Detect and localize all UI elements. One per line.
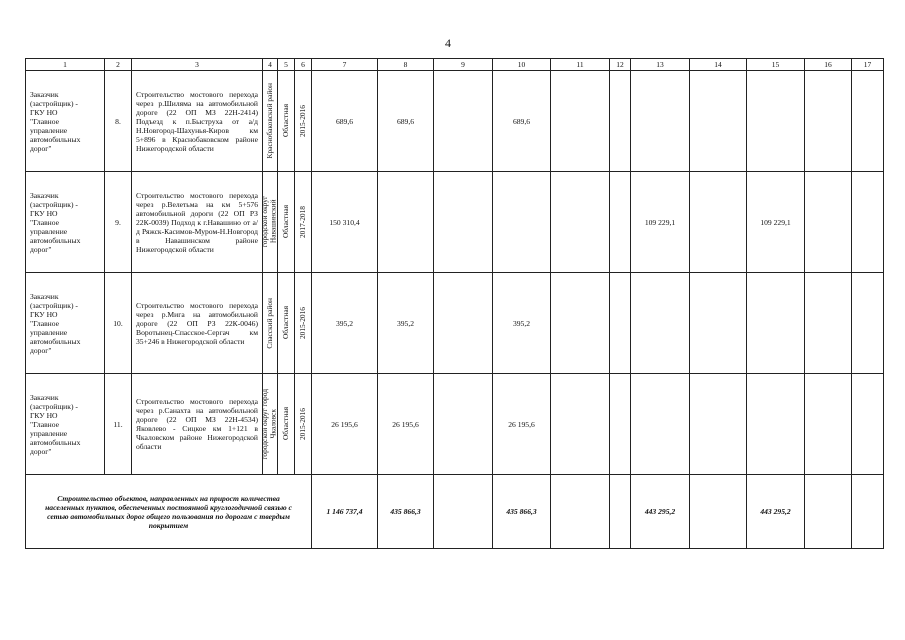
table-row xyxy=(26,71,884,172)
total-value-cell-c8: 435 866,3 xyxy=(378,475,434,549)
description-cell: Строительство мостового перехода через р.Велетьма на км 5+576 автомобильной дороги (22 ОП РЗ 22К-0039) Подход к г.Навашино от а/д Ряжск-Касимов-Муром-Н.Новгород в Навашинском районе Нижегородской области xyxy=(132,172,263,273)
value-cell-c9 xyxy=(434,273,493,374)
column-number-cell: 7 xyxy=(312,59,378,71)
district-cell-text: городской округ Навашинский xyxy=(260,196,278,248)
level-cell xyxy=(278,172,295,273)
total-value-cell-c14 xyxy=(690,475,747,549)
period-cell-wrap xyxy=(295,273,311,373)
value-cell-c16 xyxy=(805,71,852,172)
value-cell-c14 xyxy=(690,71,747,172)
period-cell xyxy=(295,172,312,273)
level-cell-wrap xyxy=(278,273,294,373)
total-value-cell-c10: 435 866,3 xyxy=(493,475,551,549)
row-number-cell: 9. xyxy=(105,172,132,273)
level-cell xyxy=(278,374,295,475)
total-value-cell-c13: 443 295,2 xyxy=(631,475,690,549)
value-cell-c10 xyxy=(493,172,551,273)
value-cell-c14 xyxy=(690,172,747,273)
value-cell-c17 xyxy=(852,172,884,273)
total-value-cell-c15: 443 295,2 xyxy=(747,475,805,549)
value-cell-c9 xyxy=(434,374,493,475)
page-number: 4 xyxy=(445,36,451,50)
value-cell-c16 xyxy=(805,273,852,374)
district-cell-text: Спасский район xyxy=(264,297,274,349)
period-cell-wrap xyxy=(295,172,311,272)
row-number-cell: 8. xyxy=(105,71,132,172)
value-cell-c15 xyxy=(747,273,805,374)
column-number-cell: 9 xyxy=(434,59,493,71)
column-number-cell: 13 xyxy=(631,59,690,71)
level-cell-wrap xyxy=(278,374,294,474)
table-row xyxy=(26,172,884,273)
column-number-cell: 14 xyxy=(690,59,747,71)
period-cell-text: 2015-2016 xyxy=(297,306,307,340)
value-cell-c15 xyxy=(747,71,805,172)
column-number-cell: 3 xyxy=(132,59,263,71)
column-number-cell: 17 xyxy=(852,59,884,71)
customer-cell: Заказчик (застройщик) - ГКУ НО "Главное управление автомобильных дорог" xyxy=(26,374,105,475)
level-cell-text: Областная xyxy=(280,205,290,239)
level-cell-text: Областная xyxy=(280,407,290,441)
district-cell-wrap xyxy=(260,172,278,272)
value-cell-c13 xyxy=(631,71,690,172)
value-cell-c7: 150 310,4 xyxy=(312,172,378,273)
description-cell: Строительство мостового перехода через р.Мига на автомобильной дороге (22 ОП РЗ 22К-0046) Воротынец-Спасское-Сергач км 35+246 в Нижегородской области xyxy=(132,273,263,374)
value-cell-c11 xyxy=(551,374,610,475)
value-cell-c13: 109 229,1 xyxy=(631,172,690,273)
total-value-cell-c11 xyxy=(551,475,610,549)
value-cell-c17 xyxy=(852,273,884,374)
row-number-cell: 10. xyxy=(105,273,132,374)
column-number-cell: 15 xyxy=(747,59,805,71)
period-cell xyxy=(295,71,312,172)
period-cell xyxy=(295,374,312,475)
value-cell-c16 xyxy=(805,172,852,273)
value-cell-c16 xyxy=(805,374,852,475)
customer-cell: Заказчик (застройщик) - ГКУ НО "Главное управление автомобильных дорог" xyxy=(26,172,105,273)
period-cell xyxy=(295,273,312,374)
column-number-cell: 16 xyxy=(805,59,852,71)
column-number-cell: 10 xyxy=(493,59,551,71)
period-cell-text: 2015-2016 xyxy=(297,407,307,441)
period-cell-text: 2017-2018 xyxy=(297,205,307,239)
value-cell-c9 xyxy=(434,71,493,172)
column-number-cell: 2 xyxy=(105,59,132,71)
column-number-cell: 12 xyxy=(610,59,631,71)
value-cell-c12 xyxy=(610,71,631,172)
level-cell xyxy=(278,273,295,374)
value-cell-c12 xyxy=(610,172,631,273)
value-cell-c11 xyxy=(551,273,610,374)
value-cell-c8: 689,6 xyxy=(378,71,434,172)
district-cell xyxy=(263,273,278,374)
investment-table xyxy=(25,58,884,549)
total-value-cell-c9 xyxy=(434,475,493,549)
table-row xyxy=(26,273,884,374)
column-number-cell: 11 xyxy=(551,59,610,71)
column-number-cell: 6 xyxy=(295,59,312,71)
level-cell xyxy=(278,71,295,172)
column-number-row xyxy=(26,59,884,71)
value-cell-c10: 26 195,6 xyxy=(493,374,551,475)
description-cell: Строительство мостового перехода через р.Санахта на автомобильной дороге (22 ОП МЗ 22Н-4534) Яковлево - Сицкое км 1+121 в Чкаловском районе Нижегородской области xyxy=(132,374,263,475)
value-cell-c13 xyxy=(631,374,690,475)
value-cell-c15 xyxy=(747,374,805,475)
value-cell-c14 xyxy=(690,374,747,475)
district-cell-wrap xyxy=(263,273,277,373)
value-cell-c12 xyxy=(610,374,631,475)
column-number-cell: 4 xyxy=(263,59,278,71)
value-cell-c13 xyxy=(631,273,690,374)
value-cell-c15: 109 229,1 xyxy=(747,172,805,273)
period-cell-wrap xyxy=(295,71,311,171)
district-cell-wrap xyxy=(260,374,278,474)
column-number-cell: 8 xyxy=(378,59,434,71)
value-cell-c12 xyxy=(610,273,631,374)
total-value-cell-c17 xyxy=(852,475,884,549)
customer-cell: Заказчик (застройщик) - ГКУ НО "Главное управление автомобильных дорог" xyxy=(26,273,105,374)
value-cell-c8 xyxy=(378,172,434,273)
value-cell-c7: 395,2 xyxy=(312,273,378,374)
value-cell-c11 xyxy=(551,172,610,273)
column-number-cell: 1 xyxy=(26,59,105,71)
value-cell-c14 xyxy=(690,273,747,374)
total-value-cell-c12 xyxy=(610,475,631,549)
total-label-cell: Строительство объектов, направленных на прирост количества населенных пунктов, обеспеченных постоянной круглогодичной связью с сетью автомобильных дорог общего пользования по дорогам с твердым покрытием xyxy=(26,475,312,549)
value-cell-c10: 395,2 xyxy=(493,273,551,374)
value-cell-c11 xyxy=(551,71,610,172)
value-cell-c7: 689,6 xyxy=(312,71,378,172)
level-cell-wrap xyxy=(278,71,294,171)
district-cell-text: Краснобаковский район xyxy=(264,83,274,159)
total-value-cell-c16 xyxy=(805,475,852,549)
table-row xyxy=(26,374,884,475)
level-cell-text: Областная xyxy=(280,306,290,340)
level-cell-text: Областная xyxy=(280,104,290,138)
period-cell-wrap xyxy=(295,374,311,474)
value-cell-c7: 26 195,6 xyxy=(312,374,378,475)
level-cell-wrap xyxy=(278,172,294,272)
district-cell xyxy=(260,172,278,273)
value-cell-c10: 689,6 xyxy=(493,71,551,172)
district-cell-text: городской округ город Чкаловск xyxy=(260,388,278,460)
customer-cell: Заказчик (застройщик) - ГКУ НО "Главное управление автомобильных дорог" xyxy=(26,71,105,172)
value-cell-c9 xyxy=(434,172,493,273)
total-value-cell-c7: 1 146 737,4 xyxy=(312,475,378,549)
value-cell-c8: 395,2 xyxy=(378,273,434,374)
total-row xyxy=(26,475,884,549)
value-cell-c8: 26 195,6 xyxy=(378,374,434,475)
description-cell: Строительство мостового перехода через р.Шиляма на автомобильной дороге (22 ОП МЗ 22Н-2414) Подъезд к п.Быструха от а/д Н.Новгород-Шахунья-Киров км 5+896 в Краснобаковском районе Нижегородской области xyxy=(132,71,263,172)
row-number-cell: 11. xyxy=(105,374,132,475)
value-cell-c17 xyxy=(852,374,884,475)
district-cell xyxy=(260,374,278,475)
column-number-cell: 5 xyxy=(278,59,295,71)
period-cell-text: 2015-2016 xyxy=(297,104,307,138)
value-cell-c17 xyxy=(852,71,884,172)
district-cell-wrap xyxy=(263,71,277,171)
district-cell xyxy=(263,71,278,172)
